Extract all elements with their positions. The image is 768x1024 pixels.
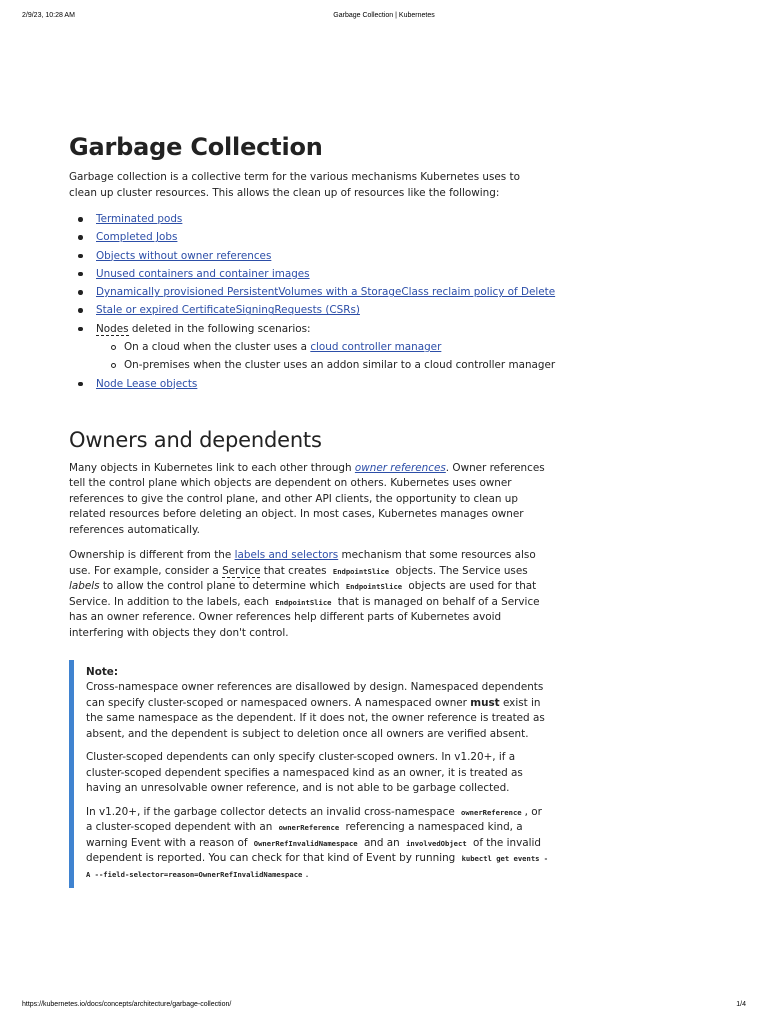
print-url: https://kubernetes.io/docs/concepts/architecture/garbage-collection/ [22,1001,232,1008]
text: Ownership is different from the [69,549,235,562]
inline-code: EndpointSlice [332,566,390,576]
list-item [96,210,549,228]
sub-list-item [124,338,549,356]
text: , or a cluster-scoped dependent with an [86,805,542,834]
text: . [305,867,309,880]
service-glossary-term[interactable]: Service [222,564,261,577]
list-item [96,283,556,301]
persistent-volumes-link[interactable]: Dynamically provisioned PersistentVolumes with a StorageClass reclaim policy of Delete [96,286,556,299]
print-datetime: 2/9/23, 10:28 AM [22,12,75,19]
inline-code: ownerReference [278,823,340,833]
text: referencing a namespaced kind, a warning Event with a reason of [86,821,523,849]
list-item [96,247,549,265]
nodes-item-text: deleted in the following scenarios: [128,322,311,335]
text: . Owner references tell the control plane which objects are dependent on others. Kubernetes uses owner references to give the control plane, and other API clients, the opportunity to clean up related resources before deleting an object. In most cases, Kubernetes manages owner references automatically. [69,461,545,536]
text: objects are used for that Service. In addition to the labels, each [69,580,537,608]
page-title: Garbage Collection [69,133,323,161]
note-paragraph-2: Cluster-scoped dependents can only specify cluster-scoped owners. In v1.20+, if a cluster-scoped dependent specifies a namespaced kind as an owner, it is treated as having an unresolvable owner reference, and is not able to be garbage collected. [86,751,523,795]
note-callout [69,660,549,888]
owners-paragraph-1 [69,461,549,539]
note-title: Note: [86,666,119,679]
completed-jobs-link[interactable]: Completed Jobs [96,231,178,244]
list-item [96,228,549,246]
labels-emphasis: labels [69,580,100,593]
print-footer [22,1001,746,1011]
text: objects. The Service uses [392,564,528,577]
text: of the invalid dependent is reported. You can check for that kind of Event by running [86,836,541,865]
inline-code: involvedObject [406,838,467,848]
text: and an [360,836,404,849]
sub-list-item [124,356,556,374]
inline-code: EndpointSlice [345,582,403,592]
print-page-number: 1/4 [736,1001,746,1008]
text: Cross-namespace owner references are disallowed by design. Namespaced dependents can specify cluster-scoped or namespaced owners. A namespaced owner [86,681,544,709]
text: that creates [260,564,330,577]
inline-code: OwnerRefInvalidNamespace [253,838,358,848]
intro-paragraph: Garbage collection is a collective term for the various mechanisms Kubernetes uses to clean up cluster resources. This allows the clean up of resources like the following: [69,171,520,199]
text: Many objects in Kubernetes link to each other through [69,461,355,474]
list-item [96,301,549,319]
text: that is managed on behalf of a Service has an owner reference. Owner references help different parts of Kubernetes avoid interfering with objects they don't control. [69,595,540,639]
labels-selectors-link[interactable]: labels and selectors [234,549,339,562]
objects-without-owner-link[interactable]: Objects without owner references [96,249,272,262]
text: In v1.20+, if the garbage collector detects an invalid cross-namespace [86,805,459,818]
nodes-glossary-term[interactable]: Nodes [96,322,129,335]
list-item [96,375,549,393]
inline-code: EndpointSlice [275,597,332,607]
inline-code: kubectl get events -A --field-selector=reason=OwnerRefInvalidNamespace [86,854,549,879]
csr-link[interactable]: Stale or expired CertificateSigningRequests (CSRs) [96,304,360,317]
terminated-pods-link[interactable]: Terminated pods [96,213,183,225]
print-header [22,12,746,22]
page-content [69,130,556,888]
cloud-controller-manager-link[interactable]: cloud controller manager [310,341,442,354]
note-paragraph-1 [86,680,549,742]
print-tab-title: Garbage Collection | Kubernetes [333,12,435,19]
owners-section [69,425,549,642]
nodes-sub-list [96,338,556,375]
text: to allow the control plane to determine which [99,580,343,593]
text: exist in the same namespace as the dependent. If it does not, the owner reference is treated as absent, and the dependent is subject to deletion once all owners are verified absent. [86,696,545,740]
unused-containers-link[interactable]: Unused containers and container images [96,267,310,280]
must-emphasis: must [470,696,500,709]
owner-references-link[interactable]: owner references [354,461,446,474]
owners-paragraph-2 [69,548,549,641]
note-paragraph-3 [86,805,549,883]
inline-code: ownerReference [461,807,522,817]
sub-item-text: On a cloud when the cluster uses a [124,341,311,354]
sub-item-text: On-premises when the cluster uses an addon similar to a cloud controller manager [124,359,556,372]
owners-heading: Owners and dependents [69,427,322,452]
node-lease-link[interactable]: Node Lease objects [96,377,198,390]
resource-list [69,210,556,393]
list-item [96,320,556,375]
text: mechanism that some resources also use. For example, consider a [69,549,536,577]
list-item [96,265,549,283]
